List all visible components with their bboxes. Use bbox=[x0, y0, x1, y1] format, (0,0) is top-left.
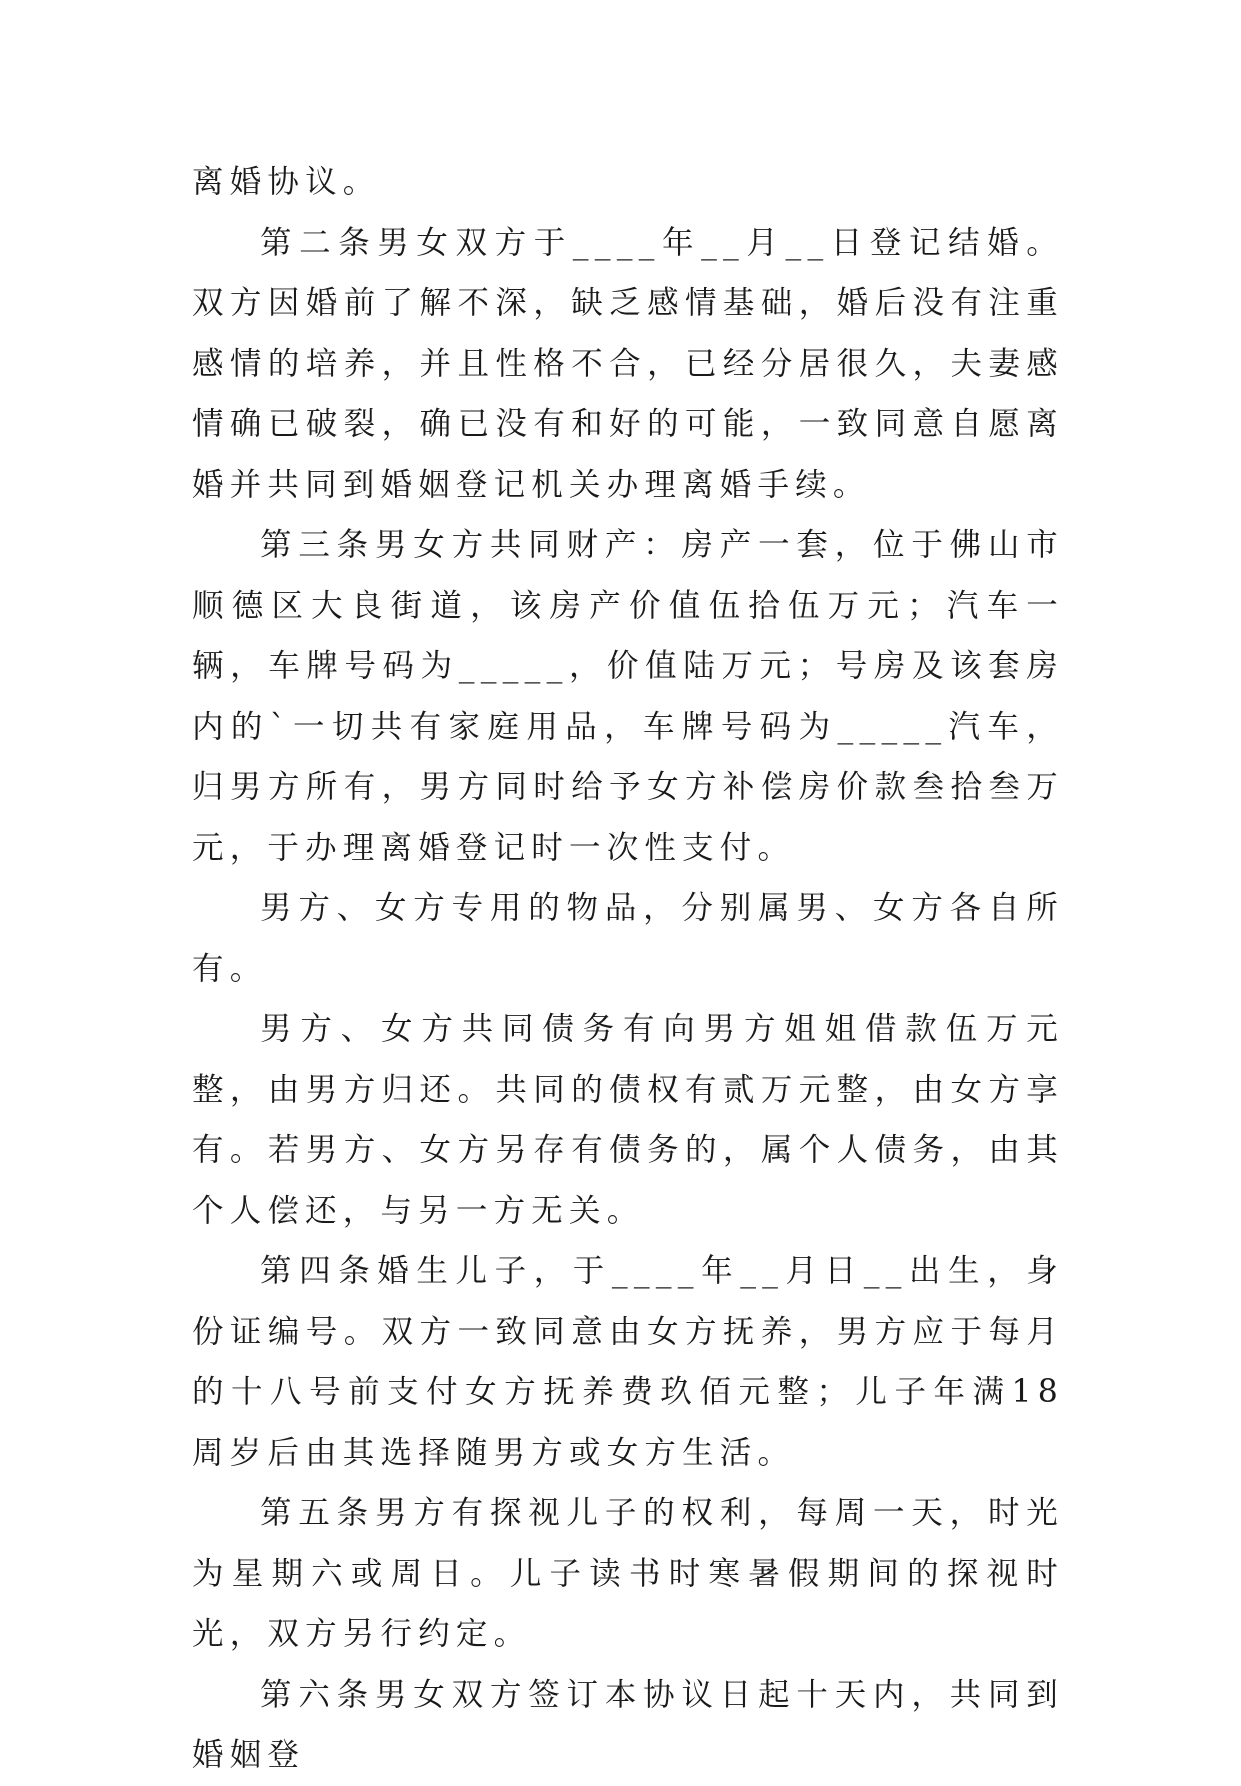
paragraph-personal-items: 男方、女方专用的物品，分别属男、女方各自所有。 bbox=[192, 890, 1064, 987]
paragraph-article-4: 第四条婚生儿子，于____年__月日__出生，身份证编号。双方一致同意由女方抚养，男方应于每月的十八号前支付女方抚养费玖佰元整；儿子年满18周岁后由其选择随男方或女方生活。 bbox=[192, 1253, 1064, 1471]
paragraph-debts: 男方、女方共同债务有向男方姐姐借款伍万元整，由男方归还。共同的债权有贰万元整，由女方享有。若男方、女方另存有债务的，属个人债务，由其个人偿还，与另一方无关。 bbox=[192, 1011, 1064, 1229]
paragraph-article-2: 第二条男女双方于____年__月__日登记结婚。双方因婚前了解不深，缺乏感情基础，婚后没有注重感情的培养，并且性格不合，已经分居很久，夫妻感情确已破裂，确已没有和好的可能，一致同意自愿离婚并共同到婚姻登记机关办理离婚手续。 bbox=[192, 224, 1064, 503]
paragraph-article-6: 第六条男女双方签订本协议日起十天内，共同到婚姻登 bbox=[192, 1676, 1064, 1773]
paragraph-article-5: 第五条男方有探视儿子的权利，每周一天，时光为星期六或周日。儿子读书时寒暑假期间的探视时光，双方另行约定。 bbox=[192, 1495, 1064, 1652]
paragraph-article-3: 第三条男女方共同财产：房产一套，位于佛山市顺德区大良街道，该房产价值伍拾伍万元；汽车一辆，车牌号码为_____，价值陆万元；号房及该套房内的`一切共有家庭用品，车牌号码为_____汽车，归男方所有，男方同时给予女方补偿房价款叁拾叁万元，于办理离婚登记时一次性支付。 bbox=[192, 527, 1064, 866]
paragraph-1: 离婚协议。 bbox=[192, 164, 381, 200]
document-body bbox=[192, 152, 1064, 1786]
